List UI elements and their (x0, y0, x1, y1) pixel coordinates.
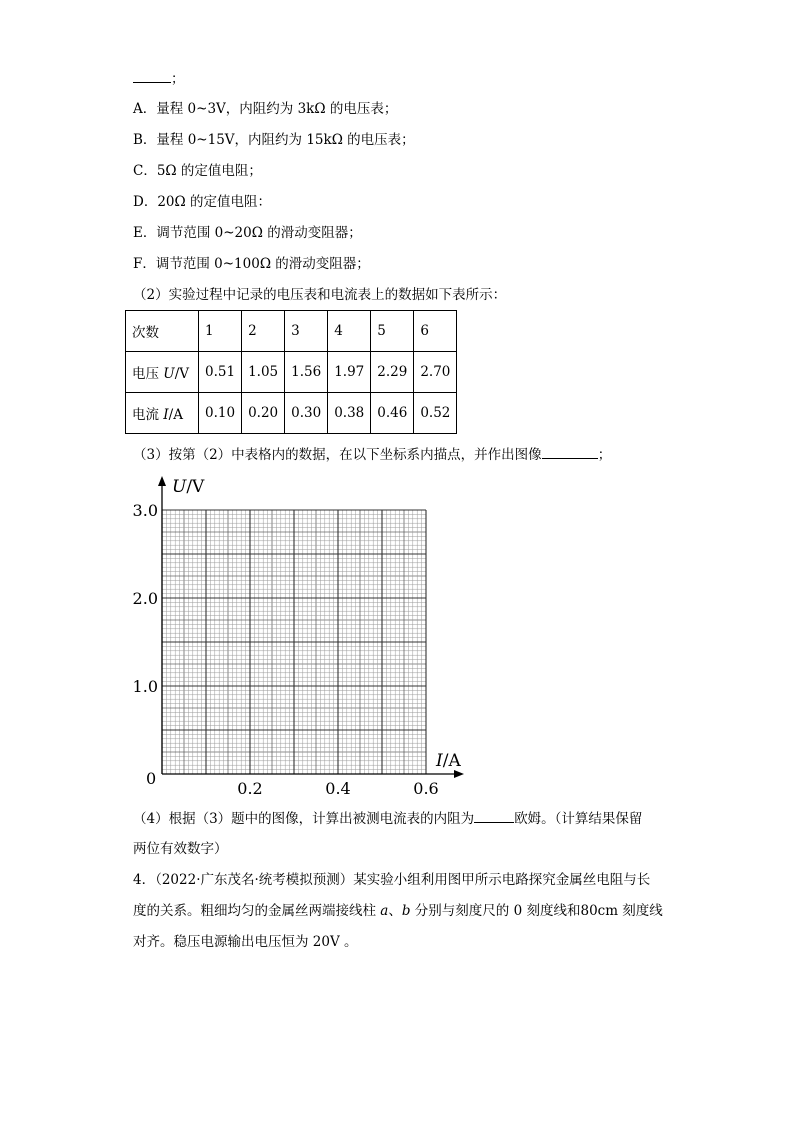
x-tick-labels (237, 779, 438, 798)
graph-paper (132, 470, 470, 798)
table-cell: 5 (371, 311, 414, 352)
table-cell: 2.29 (371, 352, 414, 393)
table-cell: 1.97 (328, 352, 371, 393)
part3-text: （3）按第（2）中表格内的数据，在以下坐标系内描点，并作出图像 ； (133, 444, 611, 465)
question4-line3: 对齐。稳压电源输出电压恒为 20V 。 (133, 934, 358, 950)
x-tick-label: 0.4 (325, 779, 351, 798)
question4-line2: 度的关系。粗细均匀的金属丝两端接线柱 a、b 分别与刻度尺的 0 刻度线和80cm 刻度线 (133, 903, 663, 919)
part2-text: （2）实验过程中记录的电压表和电流表上的数据如下表所示： (133, 287, 507, 303)
x-axis-label: I/A (436, 751, 461, 771)
current-label: 电流 I/A (126, 393, 199, 434)
table-cell: 2.70 (414, 352, 457, 393)
answer-blank[interactable] (474, 808, 514, 823)
part4-line1: （4）根据（3）题中的图像，计算出被测电流表的内阻为 欧姆。（计算结果保留 (133, 808, 642, 829)
table-cell: 0.10 (199, 393, 242, 434)
y-tick-label: 3.0 (132, 501, 158, 520)
table-cell: 0.38 (328, 393, 371, 434)
x-axis-arrow (454, 770, 464, 778)
table-cell: 3 (285, 311, 328, 352)
answer-blank[interactable] (542, 444, 598, 459)
option-a: A．量程 0~3V，内阻约为 3kΩ 的电压表； (133, 101, 398, 117)
table-cell: 1.05 (242, 352, 285, 393)
option-c: C．5Ω 的定值电阻； (133, 163, 262, 179)
option-d: D．20Ω 的定值电阻： (133, 194, 271, 210)
y-axis-label: U/V (172, 477, 205, 497)
y-tick-label: 2.0 (132, 589, 158, 608)
table-header-cell: 次数 (126, 311, 199, 352)
x-tick-label: 0.6 (413, 779, 439, 798)
y-tick-label: 1.0 (132, 677, 158, 696)
option-e: E．调节范围 0~20Ω 的滑动变阻器； (133, 225, 362, 241)
table-cell: 4 (328, 311, 371, 352)
data-table (125, 310, 457, 434)
origin-label: 0 (146, 769, 157, 788)
x-tick-label: 0.2 (237, 779, 263, 798)
y-axis-arrow (158, 476, 166, 486)
table-cell: 1 (199, 311, 242, 352)
table-cell: 0.52 (414, 393, 457, 434)
table-cell: 1.56 (285, 352, 328, 393)
table-row-voltage (126, 352, 457, 393)
answer-blank[interactable] (133, 68, 171, 83)
table-cell: 0.46 (371, 393, 414, 434)
table-cell: 6 (414, 311, 457, 352)
table-cell: 0.51 (199, 352, 242, 393)
table-row-trials (126, 311, 457, 352)
voltage-label: 电压 U/V (126, 352, 199, 393)
table-cell: 0.30 (285, 393, 328, 434)
y-tick-labels (133, 501, 158, 696)
table-cell: 2 (242, 311, 285, 352)
table-cell: 0.20 (242, 393, 285, 434)
part4-line2: 两位有效数字） (133, 841, 228, 857)
option-f: F．调节范围 0~100Ω 的滑动变阻器； (133, 256, 370, 272)
option-b: B．量程 0~15V，内阻约为 15kΩ 的电压表； (133, 132, 415, 148)
question4-line1: 4．（2022·广东茂名·统考模拟预测）某实验小组利用图甲所示电路探究金属丝电阻与长 (133, 872, 651, 888)
table-row-current (126, 393, 457, 434)
answer-blank-line: ； (133, 68, 185, 89)
